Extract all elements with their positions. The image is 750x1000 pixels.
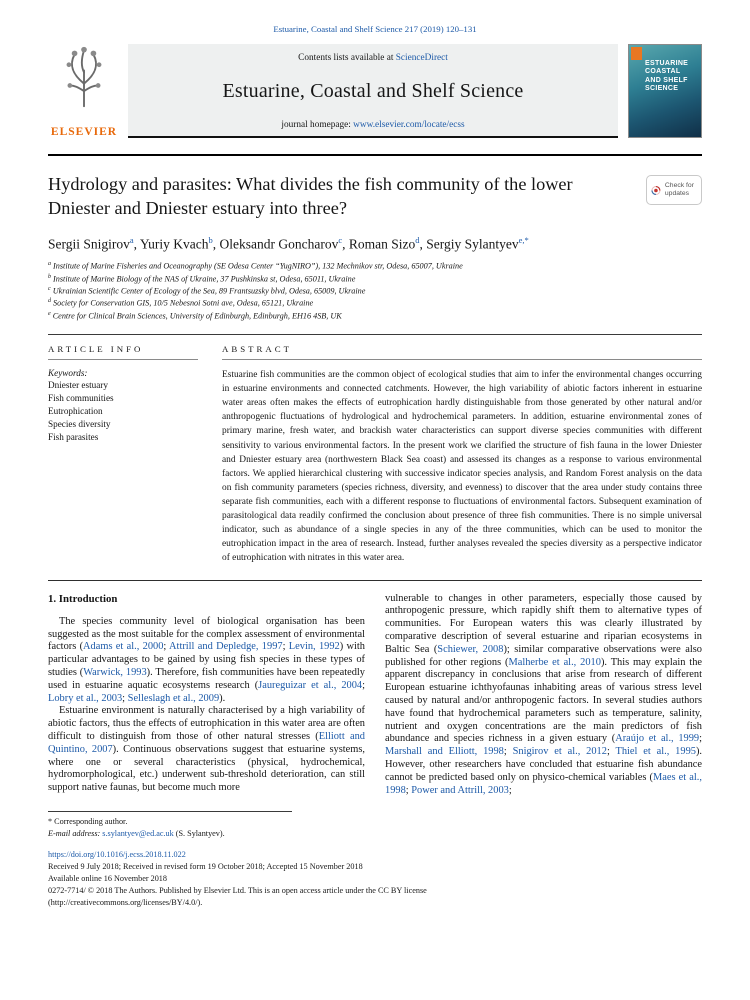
keywords-list [48,379,198,444]
affiliation-sup: c [48,285,51,292]
author-name: Yuriy Kvach [139,236,209,252]
affiliation-sup: a [48,261,51,268]
abstract-text: Estuarine fish communities are the common object of ecological studies that aim to infer the environmental changes occurring in estuarine environments and connected catchments. However, the high variability of abiotic factors inherent in estuarine water areas often makes the effects of eutrophication hardly distinguishable from those generated by other natural and/or anthropogenic fluctuations of hydrological and hydrochemical parameters. In addition, estuarine environmental zones of primary marine, fresh water, and brackish water characteristics can support diverse species communities with different sensitivity to various environmental factors. In the present work we clarified the structure of fish fauna in the lower Dniester and Dniester estuary area (northwestern Black Sea coast) and assessed its changes as a response to various environmental factors. We applied hierarchical clustering with successive indicator species analysis, and Random Forest analysis on the data on fish community parameters (species richness, diversity, and evenness) to discover that the area under study contains three separate fish communities, each with a different response to fluctuations of environmental factors. Subsequent examination of parasitological data readily confirmed the conclusion about presence of three fish communities. There is no simple universal indicator, such as abundance of a single species in any of the three communities, which can be used to monitor the eutrophication impact in the area of research. Instead, further analyses revealed the species diversity as a perspective indicator of eutrophication with nitrates in this water area. [222,370,702,564]
citation-link[interactable]: Attrill and Depledge, 1997 [169,641,283,653]
author-separator: , [342,236,349,252]
elsevier-wordmark: ELSEVIER [50,125,118,138]
abstract-divider [48,580,702,581]
abstract-column [222,344,702,566]
sciencedirect-link[interactable]: ScienceDirect [395,53,448,63]
author-affiliation-ref[interactable]: e,* [518,234,529,245]
email-line [48,828,292,840]
article-info-column [48,344,198,566]
body-column-right [385,593,702,798]
corresponding-author-note: * Corresponding author. [48,817,128,827]
email-suffix: (S. Sylantyev). [173,829,225,839]
author-name: Sergiy Sylantyev [426,236,519,252]
copyright-line-1: 0272-7714/ © 2018 The Authors. Published by Elsevier Ltd. This is an open access article under the CC BY license [48,885,427,895]
contents-line [298,53,448,63]
citation-link[interactable]: Adams et al., 2000 [83,641,164,653]
keyword: Eutrophication [48,406,103,417]
email-link[interactable]: s.sylantyev@ed.ac.uk [102,829,174,839]
keyword: Species diversity [48,419,111,430]
author-separator: , [419,236,427,252]
affiliation-line: $^b$ Institute of Marine Biology of the NAS of Ukraine, 37 Pushkinska st, Odesa, 65011, Ukraine [48,273,356,284]
homepage-line [281,120,464,130]
elsevier-tree-icon [55,44,113,110]
masthead-center-panel [128,44,618,138]
journal-reference [48,24,702,34]
affiliation-line: $^c$ Ukrainian Scientific Center of Ecology of the Sea, 89 Frantsuzsky blvd, Odesa, 65009, Ukraine [48,285,366,296]
citation-link[interactable]: Lobry et al., 2003 [48,692,123,704]
keyword: Dniester estuary [48,380,108,391]
affiliation-line: $^e$ Centre for Clinical Brain Sciences, University of Edinburgh, Edinburgh, EH16 4SB, UK [48,310,342,321]
author-list [48,235,702,253]
masthead [48,44,702,138]
citation-link[interactable]: Maes et al., 1998 [385,771,702,796]
masthead-divider [48,154,702,156]
abstract-heading: ABSTRACT [222,344,702,360]
keyword: Fish communities [48,393,114,404]
footnote-block [48,811,292,840]
citation-link[interactable]: Selleslagh et al., 2009 [127,692,220,704]
journal-reference-link[interactable]: Estuarine, Coastal and Shelf Science 217 (2019) 120–131 [273,24,477,34]
body-paragraph: vulnerable to changes in other parameters, especially those caused by anthropogenic pressure, which rapidly shift them to alternative types of communities. For European waters this was clearly illustrated by comparative description of several estuarine and riparian ecosystems in Baltic Sea (Schiewer, 2008); similar comparative observations were also published for other regions (Malherbe et al., 2010). This may explain the apparent discrepancy in conclusions that arise from research of different European estuarine ichthyofaunas inhabiting areas of various stress level caused by natural and/or anthropogenic factors. In several studies authors have found that hydrochemical parameters such as temperature, salinity, nutrient and oxygen concentrations are the main predictors of fish abundance and species richness in a given estuary (Araújo et al., 1999; Marshall and Elliott, 1998; Snigirov et al., 2012; Thiel et al., 1995). However, other researchers have concluded that estuarine fish abundance cannot be predicted based only on physico-chemical variables (Maes et al., 1998; Power and Attrill, 2003; [385,592,703,796]
journal-title: Estuarine, Coastal and Shelf Science [222,80,524,102]
available-online: Available online 16 November 2018 [48,873,167,883]
citation-link[interactable]: Power and Attrill, 2003 [411,784,509,796]
affiliation-sup: d [48,298,51,305]
body-column-left [48,593,365,798]
check-for-updates-badge[interactable] [646,175,702,205]
author-name: Oleksandr Goncharov [219,236,339,252]
author-affiliation-ref[interactable]: b [208,234,213,245]
citation-link[interactable]: Warwick, 1993 [83,667,147,679]
citation-link[interactable]: Schiewer, 2008 [437,643,504,655]
body-paragraph: Estuarine environment is naturally characterised by a high variability of abiotic factors, thus the effects of eutrophication in this water area are often difficult to distinguish from those of other natural stresses (Elliott and Quintino, 2007). Continuous observations suggest that estuarine systems, where one or several characteristics (physical, hydrochemical, hydromorphological, etc.) underwent sub-threshold deterioration, can still support native faunas, but become much more [48,705,365,794]
author-name: Roman Sizo [348,236,416,252]
keywords-label: Keywords: [48,368,88,379]
author-affiliation-ref[interactable]: c [338,234,343,245]
copyright-line-2: (http://creativecommons.org/licenses/BY/4.0/). [48,897,203,907]
citation-link[interactable]: Jaureguizar et al., 2004 [258,679,363,691]
article-info-heading: ARTICLE INFO [48,344,198,360]
introduction-left-text [48,616,365,795]
journal-homepage-link[interactable]: www.elsevier.com/locate/ecss [353,120,465,130]
author-affiliation-ref[interactable]: a [129,234,134,245]
citation-link[interactable]: Marshall and Elliott, 1998 [385,746,504,758]
affiliation-sup: e [48,310,51,317]
journal-cover-thumbnail[interactable] [628,44,702,138]
elsevier-logo[interactable] [48,44,128,138]
crossmark-icon [651,182,661,199]
affiliation-sup: b [48,273,51,280]
received-dates: Received 9 July 2018; Received in revised form 19 October 2018; Accepted 15 November 2018 [48,861,363,871]
introduction-right-text [385,593,702,798]
publication-info-block [48,849,702,908]
article-title: Hydrology and parasites: What divides the fish community of the lower Dniester and Dniester estuary into three? [48,174,573,219]
citation-link[interactable]: Levin, 1992 [288,641,340,653]
author-name: Sergii Snigirov [48,236,130,252]
author-separator: , [212,236,220,252]
cover-publisher-badge-icon [631,47,642,60]
affiliation-line: $^a$ Institute of Marine Fisheries and Oceanography (SE Odesa Center “YugNIRO”), 132 Mechnikov str, Odesa, 65007, Ukraine [48,261,463,271]
section-heading-introduction: 1. Introduction [48,592,118,605]
affiliation-list [48,260,702,322]
author-affiliation-ref[interactable]: d [415,234,420,245]
section-divider-top [48,334,702,335]
affiliation-line: $^d$ Society for Conservation GIS, 10/5 Nebesnoi Sotni ave, Odesa, 65121, Ukraine [48,298,314,309]
cover-title: ESTUARINE COASTAL AND SHELF SCIENCE [645,60,689,92]
citation-link[interactable]: Elliott and Quintino, 2007 [48,731,365,755]
doi-link[interactable]: https://doi.org/10.1016/j.ecss.2018.11.022 [48,850,186,860]
citation-link[interactable]: Araújo et al., 1999 [615,733,700,745]
citation-link[interactable]: Snigirov et al., 2012 [512,746,607,758]
check-for-updates-label: Check for updates [664,181,694,197]
citation-link[interactable]: Malherbe et al., 2010 [508,656,601,668]
keyword: Fish parasites [48,432,99,443]
contents-line-text: Contents lists available at [298,53,396,63]
homepage-line-text: journal homepage: [281,120,354,130]
body-paragraph: The species community level of biological organisation has been suggested as the most suitable for the complex assessment of environmental factors (Adams et al., 2000; Attrill and Depledge, 1997; Levin, 1992) with particular advantages to be gained by using fish species in these types of studies (Warwick, 1993). Therefore, fish communities have been repeatedly used in estuarine aquatic ecosystems research (Jaureguizar et al., 2004; Lobry et al., 2003; Selleslagh et al., 2009). [48,615,365,704]
citation-link[interactable]: Thiel et al., 1995 [615,746,696,758]
author-separator: , [133,236,140,252]
email-label: E-mail address: [48,829,103,839]
